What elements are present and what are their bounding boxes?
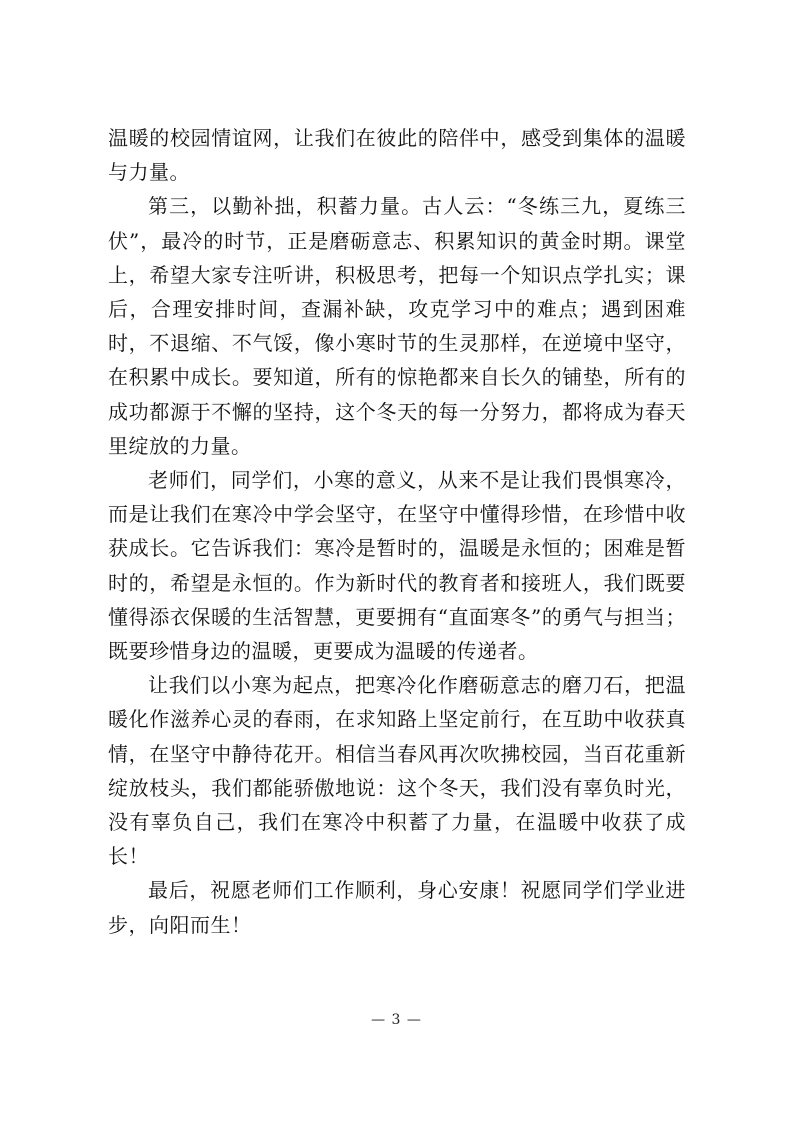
paragraph-continued: 温暖的校园情谊网，让我们在彼此的陪伴中，感受到集体的温暖与力量。 xyxy=(108,126,686,185)
paragraph-third-point: 第三，以勤补拙，积蓄力量。古人云：“冬练三九，夏练三伏”，最冷的时节，正是磨砺意志、积累知识的黄金时期。课堂上，希望大家专注听讲，积极思考，把每一个知识点学扎实；课后，合理安排时间，查漏补缺，攻克学习中的难点；遇到困难时，不退缩、不气馁，像小寒时节的生灵那样，在逆境中坚守，在积累中成长。要知道，所有的惊艳都来自长久的铺垫，所有的成功都源于不懈的坚持，这个冬天的每一分努力，都将成为春天里绽放的力量。 xyxy=(108,194,686,458)
paragraph-closing-wishes: 最后，祝愿老师们工作顺利，身心安康！祝愿同学们学业进步，向阳而生！ xyxy=(108,878,686,937)
page-number: — 3 — xyxy=(371,1012,422,1028)
body-text xyxy=(108,121,686,942)
paragraph-call-to-action: 让我们以小寒为起点，把寒冷化作磨砺意志的磨刀石，把温暖化作滋养心灵的春雨，在求知路上坚定前行，在互助中收获真情，在坚守中静待花开。相信当春风再次吹拂校园，当百花重新绽放枝头，我们都能骄傲地说：这个冬天，我们没有辜负时光，没有辜负自己，我们在寒冷中积蓄了力量，在温暖中收获了成长！ xyxy=(108,673,686,869)
paragraph-meaning-of-xiaohan: 老师们，同学们，小寒的意义，从来不是让我们畏惧寒冷，而是让我们在寒冷中学会坚守，在坚守中懂得珍惜，在珍惜中收获成长。它告诉我们：寒冷是暂时的，温暖是永恒的；困难是暂时的，希望是永恒的。作为新时代的教育者和接班人，我们既要懂得添衣保暖的生活智慧，更要拥有“直面寒冬”的勇气与担当；既要珍惜身边的温暖，更要成为温暖的传递者。 xyxy=(108,468,686,664)
